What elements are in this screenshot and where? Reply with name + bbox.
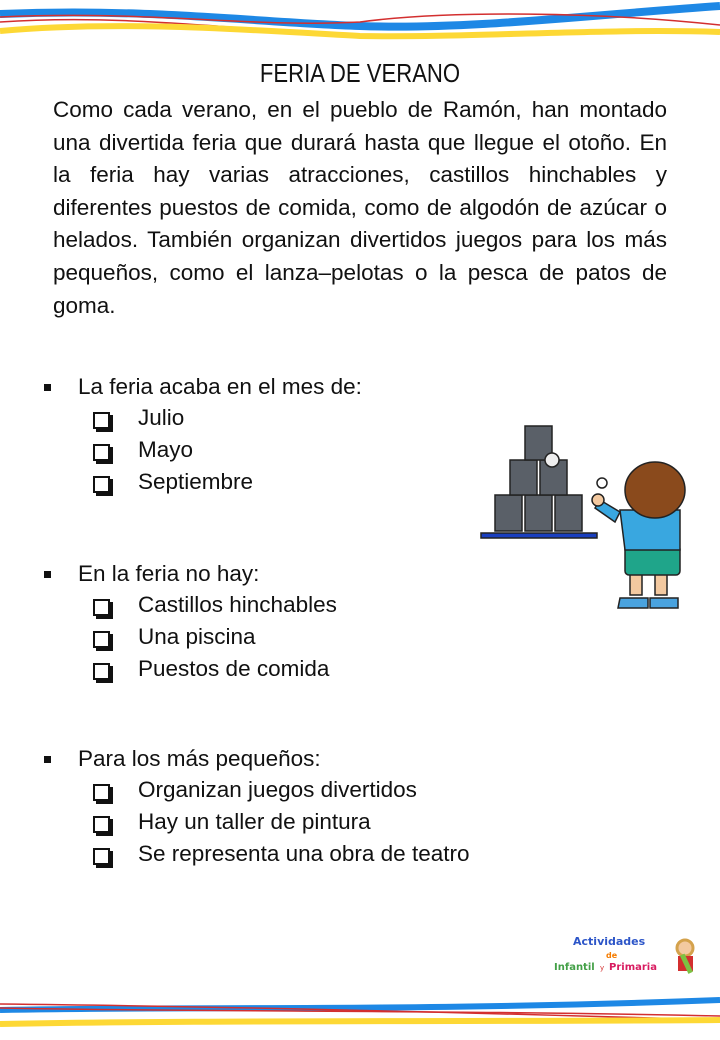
bottom-wave-border [0, 990, 720, 1040]
logo-graphic [548, 928, 718, 988]
question-stem: En la feria no hay: [78, 561, 260, 586]
checkbox-icon[interactable] [93, 784, 110, 801]
svg-text:Primaria: Primaria [609, 962, 657, 973]
svg-text:Infantil: Infantil [554, 962, 595, 973]
page-title: FERIA DE VERANO [259, 58, 461, 88]
checkbox-icon[interactable] [93, 444, 110, 461]
checkbox-icon[interactable] [93, 476, 110, 493]
site-logo [548, 928, 718, 988]
bullet-icon [44, 571, 51, 578]
can-toss-illustration [470, 420, 690, 620]
question-stem: La feria acaba en el mes de: [78, 374, 362, 399]
checkbox-icon[interactable] [93, 631, 110, 648]
svg-text:Actividades: Actividades [573, 935, 646, 948]
checkbox-icon[interactable] [93, 663, 110, 680]
checkbox-icon[interactable] [93, 848, 110, 865]
checkbox-icon[interactable] [93, 816, 110, 833]
checkbox-icon[interactable] [93, 599, 110, 616]
reading-paragraph: Como cada verano, en el pueblo de Ramón, han montado una divertida feria que durará hasta que llegue el otoño. En la feria hay varias atracciones, castillos hinchables y diferentes puestos de comida, como de algodón de azúcar o helados. También organizan divertidos juegos para los más pequeños, como el lanza–pelotas o la pesca de patos de goma. [53, 97, 667, 318]
svg-text:y: y [600, 964, 605, 972]
bullet-icon [44, 756, 51, 763]
checkbox-icon[interactable] [93, 412, 110, 429]
top-wave-border [0, 0, 720, 50]
question-stem: Para los más pequeños: [78, 746, 321, 771]
svg-text:de: de [606, 951, 618, 960]
can-pyramid-icon [481, 426, 607, 538]
bullet-icon [44, 384, 51, 391]
